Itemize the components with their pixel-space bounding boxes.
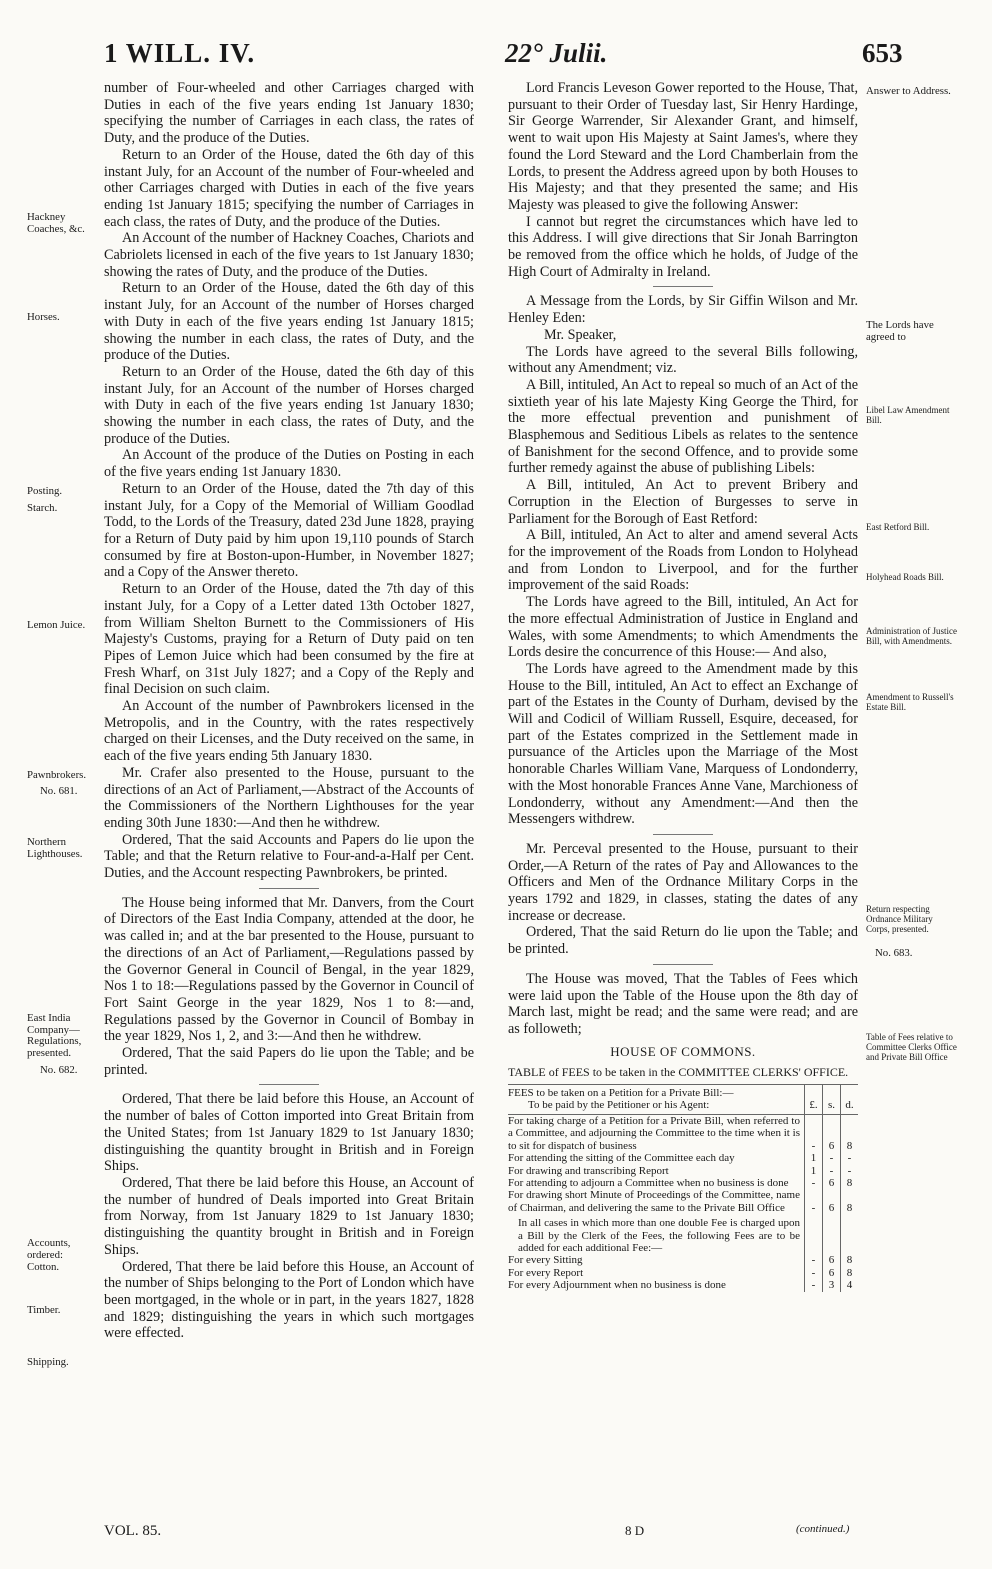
paragraph: A Bill, intituled, An Act to prevent Bribery and Corruption in the Election of Burgesses to serve in Parliament for the Borough of East Retford: xyxy=(508,477,858,527)
fee-shillings: 6 xyxy=(823,1254,841,1266)
table-subhead-1: FEES to be taken on a Petition for a Private Bill:— xyxy=(508,1087,734,1100)
paragraph: The Lords have agreed to the several Bills following, without any Amendment; viz. xyxy=(508,343,858,377)
margin-note-russell: Amendment to Russell's Estate Bill. xyxy=(866,692,954,712)
paragraph: Return to an Order of the House, dated the 7th day of this instant July, for a Copy of a Letter dated 13th October 1827, from William Shelton Burnett to the Commissioners of His Majesty's Customs, praying for a Return of Duty paid on ten Pipes of Lemon Juice which had been consumed by the fire at Fresh Wharf, on 31st July 1827; and a Copy of the Reply and final Decision on such claim. xyxy=(104,581,474,698)
fee-pounds: - xyxy=(805,1114,823,1152)
fee-pounds: - xyxy=(805,1177,823,1189)
margin-note-pawn-number: No. 681. xyxy=(40,785,78,797)
fee-pounds: 1 xyxy=(805,1152,823,1164)
fee-pence: 8 xyxy=(841,1114,859,1152)
col-pounds: £. xyxy=(805,1085,823,1115)
margin-note-shipping: Shipping. xyxy=(27,1356,69,1368)
divider xyxy=(653,834,713,835)
paragraph: A Message from the Lords, by Sir Giffin Wilson and Mr. Henley Eden: xyxy=(508,293,858,327)
fee-pounds: - xyxy=(805,1267,823,1279)
paragraph: Ordered, That the said Papers do lie upon the Table; and be printed. xyxy=(104,1045,474,1078)
empty-cell xyxy=(805,1214,823,1254)
fee-pence: 4 xyxy=(841,1279,859,1291)
fee-pence: 8 xyxy=(841,1177,859,1189)
paragraph: Return to an Order of the House, dated the 6th day of this instant July, for an Account of the number of Four-wheeled and other Carriages charged with Duties in each of the five years ending 1st January 1815; specifying the number of Carriages in each class, the rates of Duty, and the produce of the Duties. xyxy=(104,146,474,230)
paragraph: The Lords have agreed to the Bill, intituled, An Act for the more effectual Administration of Justice in England and Wales, with some Amendments; to which Amendments the Lords desire the concurrence of this House:— And also, xyxy=(508,594,858,661)
paragraph: Ordered, That there be laid before this House, an Account of the number of bales of Cotton imported into Great Britain from the United States; from 1st January 1829 to 1st January 1830; distinguishing the quantity brought in British and in Foreign Ships. xyxy=(104,1091,474,1175)
margin-note-retford: East Retford Bill. xyxy=(866,522,930,532)
margin-note-northern: Northern Lighthouses. xyxy=(27,836,83,860)
paragraph: Ordered, That the said Accounts and Papers do lie upon the Table; and that the Return relative to Four-and-a-Half per Cent. Duties, and the Account respecting Pawnbrokers, be printed. xyxy=(104,831,474,882)
fee-description: For every Report xyxy=(508,1266,584,1279)
paragraph: Mr. Speaker, xyxy=(544,326,617,343)
table-row xyxy=(508,1177,858,1189)
col-shillings: s. xyxy=(823,1085,841,1115)
fee-table-title: TABLE of FEES to be taken in the COMMITTEE CLERKS' OFFICE. xyxy=(508,1065,849,1080)
fee-pounds: 1 xyxy=(805,1165,823,1177)
page-number: 653 xyxy=(862,38,903,68)
margin-note-lemon: Lemon Juice. xyxy=(27,619,86,631)
paragraph: The House was moved, That the Tables of Fees which were laid upon the Table of the House upon the 8th day of March last, might be read; and the same were read; and are as followeth; xyxy=(508,970,858,1037)
page-header xyxy=(0,38,992,74)
table-row xyxy=(508,1189,858,1214)
fee-description: For drawing and transcribing Report xyxy=(508,1164,669,1177)
margin-note-ordnance: Return respecting Ordnance Military Corps, presented. xyxy=(866,904,933,934)
paragraph: Ordered, That there be laid before this House, an Account of the number of hundred of Deals imported into Great Britain from Norway, from 1st January 1829 to 1st January 1830; distinguishing the quantity brought in British and in Foreign Ships. xyxy=(104,1175,474,1258)
footer-volume: VOL. 85. xyxy=(104,1523,162,1539)
paragraph: An Account of the number of Pawnbrokers licensed in the Metropolis, and in the Country, with the rates respectively charged on their Licenses, and the Duty received on the same, in each of the five years ending 5th January 1830. xyxy=(104,698,474,765)
margin-note-starch: Starch. xyxy=(27,502,58,514)
table-subhead-2: To be paid by the Petitioner or his Agent: xyxy=(528,1099,710,1112)
paragraph: Return to an Order of the House, dated the 7th day of this instant July, for a Copy of the Memorial of William Goodlad Todd, to the Lords of the Treasury, dated 23d June 1828, praying for a Return of Duty paid by him upon 19,110 pounds of Starch consumed by fire at Boston-upon-Humber, in November 1827; and a Copy of the Answer thereto. xyxy=(104,480,474,581)
empty-cell xyxy=(841,1214,859,1254)
divider xyxy=(259,888,319,889)
fee-shillings: - xyxy=(823,1152,841,1164)
fee-shillings: - xyxy=(823,1165,841,1177)
paragraph: Return to an Order of the House, dated the 6th day of this instant July, for an Account of the number of Horses charged with Duty in each of the five years ending 1st January 1815; showing the number in each class, the rates of Duty, and the produce of the Duties. xyxy=(104,280,474,364)
fee-table xyxy=(508,1084,858,1292)
paragraph: Mr. Crafer also presented to the House, pursuant to the directions of an Act of Parliament,—Abstract of the Accounts of the Commissioners of the Northern Lighthouses for the year ending 30th June 1830:—And then he withdrew. xyxy=(104,764,474,831)
fee-pounds: - xyxy=(805,1254,823,1266)
paragraph: Ordered, That the said Return do lie upon the Table; and be printed. xyxy=(508,924,858,958)
paragraph: The House being informed that Mr. Danvers, from the Court of Directors of the East India Company, attended at the door, he was called in; and at the bar presented to the House, pursuant to the directions of an Act of Parliament,—Regulations passed by the Governor General in Council of Bengal, in the year 1829, Nos 1 to 18:—Regulations passed by the Governor in Council of Fort Saint George in the year 1829, Nos 1 to 8:—and, Regulations passed by the Governor in Council of Bombay in the year 1829, Nos 1, 2, and 3:—And then he withdrew. xyxy=(104,894,474,1045)
paragraph: An Account of the number of Hackney Coaches, Chariots and Cabriolets licensed in each of the five years to 1st January 1830; showing the rates of Duty, and the produce of the Duties. xyxy=(104,230,474,280)
margin-note-timber: Timber. xyxy=(27,1304,61,1316)
fee-description: For attending the sitting of the Committee each day xyxy=(508,1152,735,1165)
paragraph: The Lords have agreed to the Amendment made by this House to the Bill, intituled, An Act to effect an Exchange of part of the Estates in the County of Durham, devised by the Will and Codicil of William Russell, Esquire, deceased, for part of the Estates comprized in the Settlement made in pursuance of the Articles upon the Marriage of the Most honorable Charles William Vane, Marquess of Londonderry, with the Most honorable Frances Anne Vane, Marchioness of Londonderry, without any Amendment:—And then the Messengers withdrew. xyxy=(508,660,858,828)
fee-description: For taking charge of a Petition for a Private Bill, when referred to a Committee, and adjourning the Committee to the time when it is to sit for dispatch of business xyxy=(508,1114,800,1152)
table-row xyxy=(508,1152,858,1164)
fee-pence: - xyxy=(841,1152,859,1164)
footer-signature: 8 D xyxy=(625,1523,645,1538)
fee-description: For every Sitting xyxy=(508,1254,583,1267)
divider xyxy=(259,1084,319,1085)
divider xyxy=(653,286,713,287)
margin-note-answer: Answer to Address. xyxy=(866,85,951,97)
paragraph: I cannot but regret the circumstances which have led to this Address. I will give directions that Sir Jonah Barrington be removed from the office which he holds, of Judge of the High Court of Admiralty in Ireland. xyxy=(508,213,858,280)
fee-pounds: - xyxy=(805,1279,823,1291)
table-subhead xyxy=(508,1085,805,1115)
table-row xyxy=(508,1165,858,1177)
paragraph: A Bill, intituled, An Act to repeal so much of an Act of the sixtieth year of his late Majesty King George the Third, for the more effectual prevention and punishment of Blasphemous and Seditious Libels as relates to the sentence of Banishment for the second Offence, and to provide some further remedy against the abuse of publishing Libels: xyxy=(508,376,858,477)
paragraph: A Bill, intituled, An Act to alter and amend several Acts for the improvement of the Roads from London to Holyhead and from London to Liverpool, and for the further improvement of the said Roads: xyxy=(508,527,858,594)
paragraph: number of Four-wheeled and other Carriages charged with Duties in each of the five years ending 1st January 1830; specifying the number of Carriages in each class, the rates of Duty, and the produce of the Duties. xyxy=(104,80,474,147)
empty-cell xyxy=(823,1214,841,1254)
paragraph: Mr. Perceval presented to the House, pursuant to their Order,—A Return of the rates of Pay and Allowances to the Officers and Men of the Ordnance Military Corps in the years 1792 and 1829, in classes, stating the dates of any increase or decrease. xyxy=(508,840,858,924)
fee-pounds: - xyxy=(805,1189,823,1214)
margin-note-holyhead: Holyhead Roads Bill. xyxy=(866,572,944,582)
margin-note-admin: Administration of Justice Bill, with Amendments. xyxy=(866,626,957,646)
right-column xyxy=(508,80,858,1292)
paragraph: Lord Francis Leveson Gower reported to the House, That, pursuant to their Order of Tuesday last, Sir Henry Hardinge, Sir George Warrender, Sir Alexander Grant, and himself, went to wait upon His Majesty at Saint James's, where they found the Lord Steward and the Lord Chamberlain from the Lords, to present the Address agreed upon by both Houses to His Majesty; and that they presented the same; and His Majesty was pleased to give the following Answer: xyxy=(508,80,858,213)
paragraph: Ordered, That there be laid before this House, an Account of the number of Ships belonging to the Port of London which have been mortgaged, in the whole or in part, in the years 1827, 1828 and 1829; distinguishing the years in which such mortgages were effected. xyxy=(104,1258,474,1342)
table-header-row xyxy=(508,1085,858,1115)
margin-note-ordnance-number: No. 683. xyxy=(875,947,913,959)
margin-note-posting: Posting. xyxy=(27,485,63,497)
fee-table-heading: HOUSE OF COMMONS. xyxy=(610,1043,756,1059)
margin-note-cotton: Cotton. xyxy=(27,1261,60,1273)
fee-pence: 8 xyxy=(841,1267,859,1279)
fee-shillings: 6 xyxy=(823,1267,841,1279)
table-row xyxy=(508,1267,858,1279)
margin-note-accounts: Accounts, ordered: xyxy=(27,1237,71,1261)
table-row xyxy=(508,1254,858,1266)
margin-note-libel: Libel Law Amendment Bill. xyxy=(866,405,950,425)
margin-note-pawn: Pawnbrokers. xyxy=(27,769,87,781)
date-header: 22° Julii. xyxy=(505,38,608,68)
margin-note-hackney: Hackney Coaches, &c. xyxy=(27,211,85,235)
fee-pence: - xyxy=(841,1165,859,1177)
fee-description: For attending to adjourn a Committee when no business is done xyxy=(508,1176,789,1189)
margin-note-fees: Table of Fees relative to Committee Clerks Office and Private Bill Office xyxy=(866,1032,957,1062)
margin-note-eastindia-number: No. 682. xyxy=(40,1064,78,1076)
paragraph: Return to an Order of the House, dated the 6th day of this instant July, for an Account of the number of Horses charged with Duty in each of the five years ending 1st January 1830; showing the number in each class, the rates of Duty, and the produce of the Duties. xyxy=(104,363,474,447)
fee-pence: 8 xyxy=(841,1254,859,1266)
fee-note: In all cases in which more than one double Fee is charged upon a Bill by the Clerk of the Fees, the following Fees are to be added for each additional Fee:— xyxy=(518,1217,800,1254)
margin-note-horses: Horses. xyxy=(27,311,60,323)
table-row xyxy=(508,1279,858,1291)
table-row xyxy=(508,1214,858,1254)
divider xyxy=(653,964,713,965)
fee-shillings: 6 xyxy=(823,1189,841,1214)
footer-continued: (continued.) xyxy=(796,1523,850,1535)
left-column xyxy=(104,80,474,1342)
table-row xyxy=(508,1114,858,1152)
fee-pence: 8 xyxy=(841,1189,859,1214)
fee-shillings: 3 xyxy=(823,1279,841,1291)
volume-header: 1 WILL. IV. xyxy=(104,38,256,68)
col-pence: d. xyxy=(841,1085,859,1115)
fee-description: For every Adjournment when no business is done xyxy=(508,1279,726,1292)
margin-note-lords: The Lords have agreed to xyxy=(866,319,934,343)
margin-note-eastindia: East India Company— Regulations, presented. xyxy=(27,1012,82,1059)
fee-shillings: 6 xyxy=(823,1114,841,1152)
fee-description: For drawing short Minute of Proceedings of the Committee, name of Chairman, and delivering the same to the Private Bill Office xyxy=(508,1189,800,1214)
fee-shillings: 6 xyxy=(823,1177,841,1189)
paragraph: An Account of the produce of the Duties on Posting in each of the five years ending 1st January 1830. xyxy=(104,447,474,481)
